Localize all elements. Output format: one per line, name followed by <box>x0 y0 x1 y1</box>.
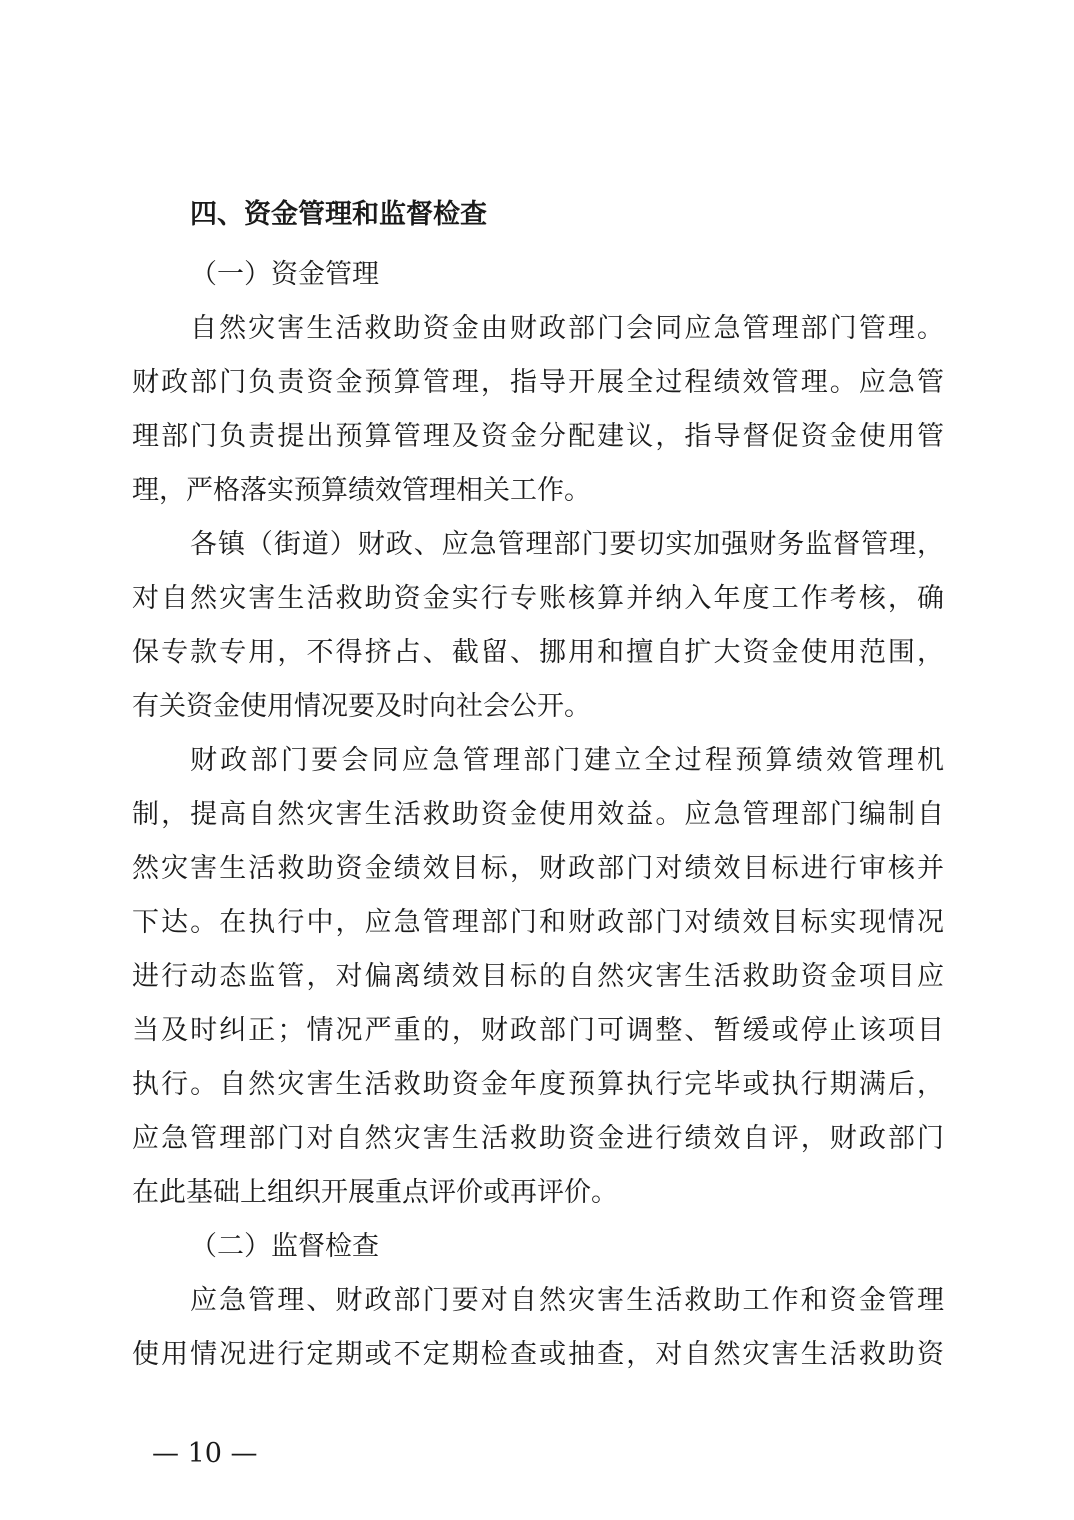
page-number: — 10 — <box>152 1438 258 1469</box>
text-line: 有关资金使用情况要及时向社会公开。 <box>132 691 591 722</box>
text-line: 保专款专用，不得挤占、截留、挪用和擅自扩大资金使用范围， <box>132 637 944 668</box>
paragraph <box>132 734 944 1220</box>
text-line: 当及时纠正；情况严重的，财政部门可调整、暂缓或停止该项目 <box>132 1015 944 1046</box>
text-line: 理，严格落实预算绩效管理相关工作。 <box>132 475 591 506</box>
text-line: 应急管理部门对自然灾害生活救助资金进行绩效自评，财政部门 <box>132 1123 944 1154</box>
text-line: 制，提高自然灾害生活救助资金使用效益。应急管理部门编制自 <box>132 799 944 830</box>
subsection-heading-supervision: （二）监督检查 <box>190 1231 379 1262</box>
text-line: 对自然灾害生活救助资金实行专账核算并纳入年度工作考核，确 <box>132 583 944 614</box>
text-line: 下达。在执行中，应急管理部门和财政部门对绩效目标实现情况 <box>132 907 944 938</box>
text-line: 执行。自然灾害生活救助资金年度预算执行完毕或执行期满后， <box>132 1069 944 1100</box>
text-line: 在此基础上组织开展重点评价或再评价。 <box>132 1177 618 1208</box>
text-line: 各镇（街道）财政、应急管理部门要切实加强财务监督管理， <box>190 529 944 560</box>
text-line: 进行动态监管，对偏离绩效目标的自然灾害生活救助资金项目应 <box>132 961 944 992</box>
document-body <box>132 188 944 1382</box>
text-line: 应急管理、财政部门要对自然灾害生活救助工作和资金管理 <box>190 1285 944 1316</box>
paragraph <box>132 518 944 734</box>
paragraph <box>132 1274 944 1382</box>
paragraph <box>132 302 944 518</box>
section-heading: 四、资金管理和监督检查 <box>190 199 487 230</box>
text-line: 然灾害生活救助资金绩效目标，财政部门对绩效目标进行审核并 <box>132 853 944 884</box>
subsection-heading-funds-management: （一）资金管理 <box>190 259 379 290</box>
text-line: 自然灾害生活救助资金由财政部门会同应急管理部门管理。 <box>190 313 944 344</box>
text-line: 使用情况进行定期或不定期检查或抽查，对自然灾害生活救助资 <box>132 1339 944 1370</box>
text-line: 财政部门负责资金预算管理，指导开展全过程绩效管理。应急管 <box>132 367 944 398</box>
text-line: 理部门负责提出预算管理及资金分配建议，指导督促资金使用管 <box>132 421 944 452</box>
text-line: 财政部门要会同应急管理部门建立全过程预算绩效管理机 <box>190 745 944 776</box>
